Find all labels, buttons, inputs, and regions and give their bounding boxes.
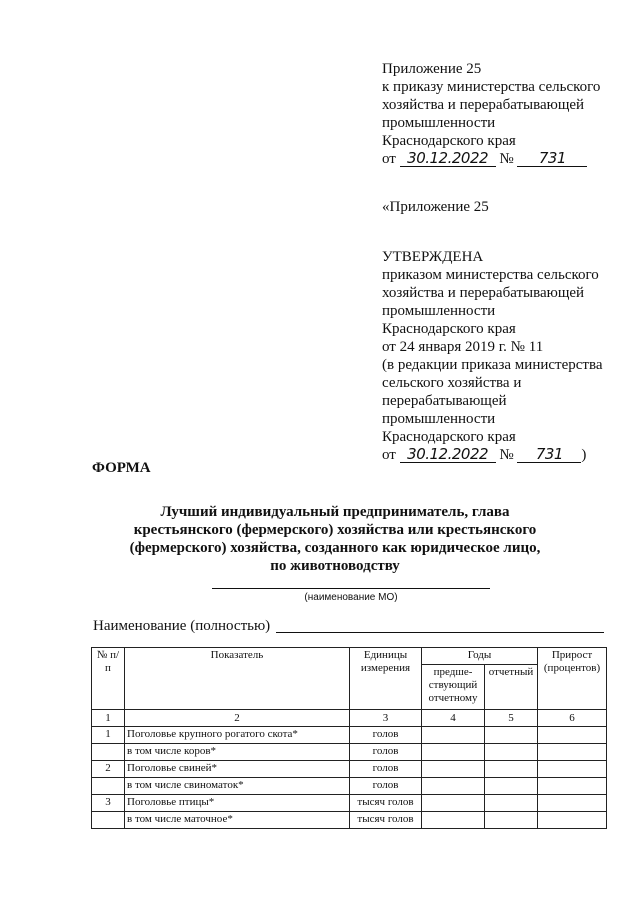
annex-quote-title: «Приложение 25	[382, 199, 489, 215]
table-row	[92, 778, 607, 795]
cell-growth[interactable]	[538, 761, 607, 778]
row-unit: тысяч голов	[350, 812, 422, 829]
title-line: по животноводству	[270, 558, 400, 574]
approved-date-line	[382, 446, 632, 464]
annex-line: Краснодарского края	[382, 133, 516, 149]
header-years: Годы	[422, 648, 538, 665]
title-line: Лучший индивидуальный предприниматель, глава	[160, 504, 510, 520]
row-number	[92, 744, 125, 761]
cell-prev-year[interactable]	[422, 761, 485, 778]
cell-growth[interactable]	[538, 727, 607, 744]
handwritten-number: 731	[517, 446, 581, 463]
row-unit: голов	[350, 761, 422, 778]
header-num: № п/п	[92, 648, 125, 710]
row-indicator: в том числе коров*	[125, 744, 350, 761]
cell-prev-year[interactable]	[422, 727, 485, 744]
title-line: крестьянского (фермерского) хозяйства или крестьянского	[133, 522, 537, 538]
row-unit: голов	[350, 778, 422, 795]
cell-growth[interactable]	[538, 778, 607, 795]
title-line: (фермерского) хозяйства, созданного как юридическое лицо,	[129, 540, 541, 556]
cell-prev-year[interactable]	[422, 778, 485, 795]
cell-growth[interactable]	[538, 795, 607, 812]
col-number: 3	[350, 710, 422, 727]
row-indicator: в том числе маточное*	[125, 812, 350, 829]
form-label: ФОРМА	[92, 460, 151, 476]
cell-report-year[interactable]	[485, 727, 538, 744]
row-unit: голов	[350, 727, 422, 744]
table-row	[92, 812, 607, 829]
cell-report-year[interactable]	[485, 778, 538, 795]
approved-line: (в редакции приказа министерства	[382, 357, 603, 373]
header-indicator: Показатель	[125, 648, 350, 710]
cell-report-year[interactable]	[485, 744, 538, 761]
row-unit: тысяч голов	[350, 795, 422, 812]
indicators-table	[91, 647, 607, 829]
handwritten-date: 30.12.2022	[400, 446, 496, 463]
table-row	[92, 744, 607, 761]
header-units: Единицы измерения	[350, 648, 422, 710]
table-row	[92, 727, 607, 744]
mo-caption: (наименование МО)	[304, 592, 398, 603]
table-row	[92, 795, 607, 812]
cell-report-year[interactable]	[485, 812, 538, 829]
header-report-year: отчетный	[485, 665, 538, 710]
col-number: 1	[92, 710, 125, 727]
cell-report-year[interactable]	[485, 761, 538, 778]
mo-underline	[212, 588, 490, 589]
annex-line: промышленности	[382, 115, 496, 131]
cell-growth[interactable]	[538, 812, 607, 829]
form-title	[90, 503, 580, 575]
cell-prev-year[interactable]	[422, 795, 485, 812]
annex-header	[382, 60, 632, 168]
annex-line: к приказу министерства сельского	[382, 79, 601, 95]
row-number: 1	[92, 727, 125, 744]
approved-line: перерабатывающей	[382, 393, 507, 409]
approved-line: хозяйства и перерабатывающей	[382, 285, 585, 301]
handwritten-number: 731	[517, 150, 587, 167]
approved-line: Краснодарского края	[382, 321, 516, 337]
number-prefix: №	[499, 151, 514, 167]
row-indicator: Поголовье свиней*	[125, 761, 350, 778]
cell-prev-year[interactable]	[422, 744, 485, 761]
date-prefix: от	[382, 447, 396, 463]
approved-line: Краснодарского края	[382, 429, 516, 445]
col-number: 2	[125, 710, 350, 727]
cell-growth[interactable]	[538, 744, 607, 761]
number-prefix: №	[499, 447, 514, 463]
name-label: Наименование (полностью)	[93, 618, 271, 634]
table-row	[92, 761, 607, 778]
approved-block	[382, 198, 632, 464]
name-underline	[276, 632, 604, 633]
approved-label: УТВЕРЖДЕНА	[382, 249, 484, 265]
closing-paren: )	[581, 447, 587, 463]
annex-line: Приложение 25	[382, 61, 482, 77]
annex-date-line	[382, 150, 632, 168]
cell-prev-year[interactable]	[422, 812, 485, 829]
col-number: 4	[422, 710, 485, 727]
approved-line: промышленности	[382, 411, 496, 427]
row-unit: голов	[350, 744, 422, 761]
date-prefix: от	[382, 151, 396, 167]
row-indicator: Поголовье крупного рогатого скота*	[125, 727, 350, 744]
col-number: 5	[485, 710, 538, 727]
handwritten-date: 30.12.2022	[400, 150, 496, 167]
row-indicator: в том числе свиноматок*	[125, 778, 350, 795]
annex-line: хозяйства и перерабатывающей	[382, 97, 585, 113]
cell-report-year[interactable]	[485, 795, 538, 812]
row-number: 2	[92, 761, 125, 778]
approved-line: сельского хозяйства и	[382, 375, 522, 391]
header-growth: Прирост (процентов)	[538, 648, 607, 710]
row-number	[92, 778, 125, 795]
row-number: 3	[92, 795, 125, 812]
approved-line: промышленности	[382, 303, 496, 319]
row-indicator: Поголовье птицы*	[125, 795, 350, 812]
row-number	[92, 812, 125, 829]
header-prev-year: предше-ствующий отчетному	[422, 665, 485, 710]
approved-line: от 24 января 2019 г. № 11	[382, 339, 544, 355]
col-number: 6	[538, 710, 607, 727]
approved-line: приказом министерства сельского	[382, 267, 599, 283]
